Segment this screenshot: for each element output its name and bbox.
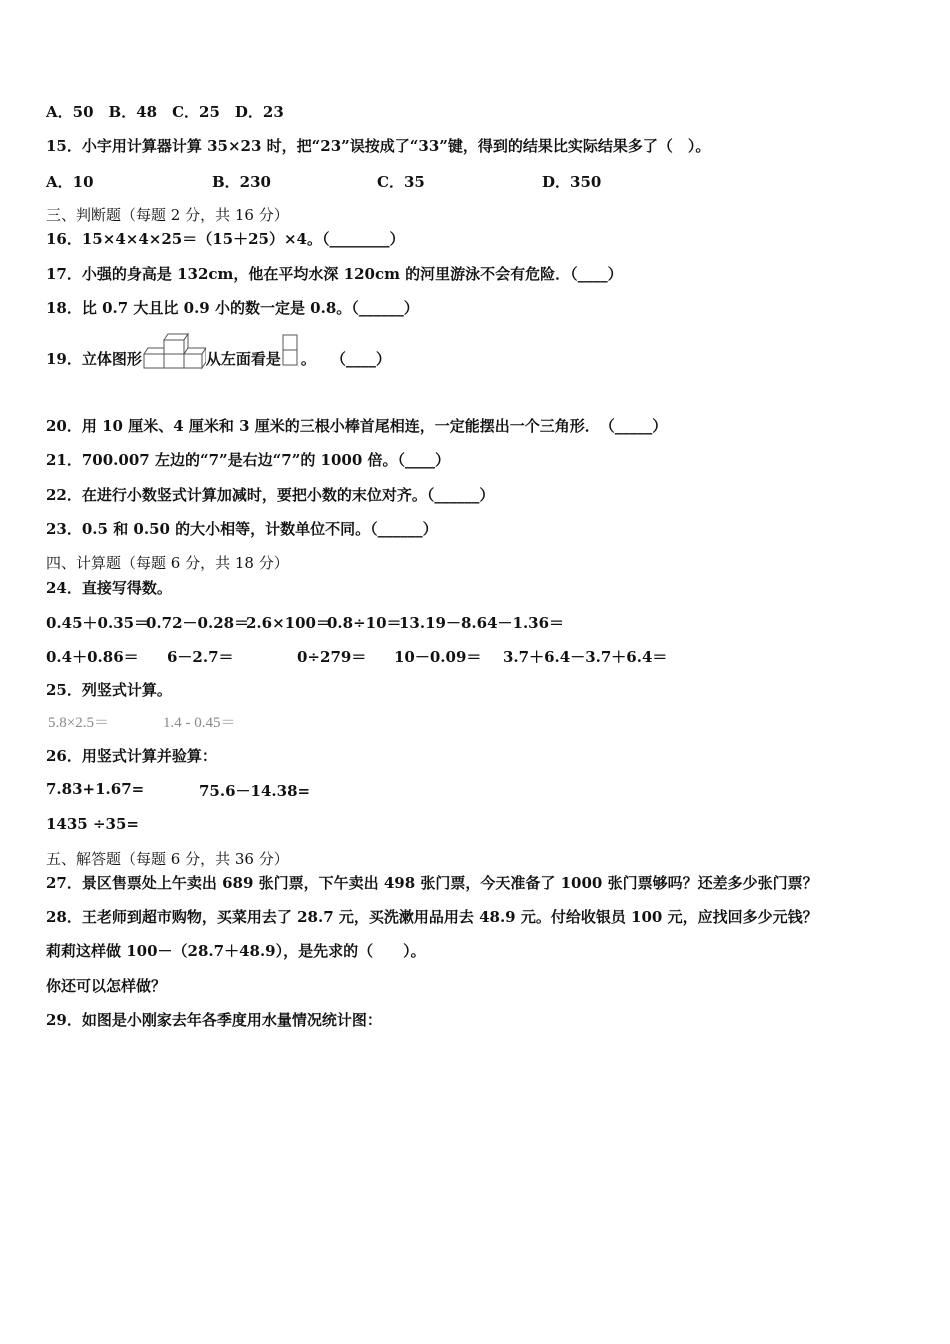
q15-option-d: D．350 bbox=[542, 173, 602, 191]
q24-r2-3: 0÷279＝ bbox=[297, 648, 367, 666]
q24-r1-4: 0.8÷10＝ bbox=[327, 614, 402, 632]
q26-item-3: 1435 ÷35= bbox=[46, 815, 139, 833]
q26-title: 26．用竖式计算并验算： bbox=[46, 747, 217, 765]
q24-r2-4: 10－0.09＝ bbox=[394, 648, 482, 666]
q19-prefix: 19．立体图形 bbox=[46, 350, 142, 368]
q28-stem: 28．王老师到超市购物，买菜用去了 28.7 元，买洗漱用品用去 48.9 元。付给收银员 100 元，应找回多少元钱？ bbox=[46, 908, 818, 926]
q15-option-b: B．230 bbox=[212, 173, 271, 191]
q24-r2-2: 6－2.7＝ bbox=[167, 648, 234, 666]
q28-line2: 莉莉这样做 100－（28.7＋48.9），是先求的（ ）。 bbox=[46, 942, 426, 960]
q23: 23．0.5 和 0.50 的大小相等，计数单位不同。（______） bbox=[46, 520, 438, 538]
q20: 20．用 10 厘米、4 厘米和 3 厘米的三根小棒首尾相连，一定能摆出一个三角形． （_____） bbox=[46, 417, 668, 435]
q24-r1-1: 0.45＋0.35＝ bbox=[46, 614, 150, 632]
q17: 17．小强的身高是 132cm，他在平均水深 120cm 的河里游泳不会有危险．（____） bbox=[46, 265, 623, 283]
q15-stem: 15．小宇用计算器计算 35×23 时，把“23”误按成了“33”键，得到的结果比实际结果多了（ ）。 bbox=[46, 137, 711, 155]
q25-title: 25．列竖式计算。 bbox=[46, 681, 172, 699]
q14-options: A．50 B．48 C．25 D．23 bbox=[46, 103, 284, 121]
q22: 22．在进行小数竖式计算加减时，要把小数的末位对齐。（______） bbox=[46, 486, 495, 504]
q24-r1-5: 13.19－8.64－1.36＝ bbox=[399, 614, 565, 632]
q15-option-c: C．35 bbox=[377, 173, 425, 191]
q21: 21．700.007 左边的“7”是右边“7”的 1000 倍。（____） bbox=[46, 451, 451, 469]
q27: 27．景区售票处上午卖出 689 张门票，下午卖出 498 张门票，今天准备了 1000 张门票够吗？还差多少张门票？ bbox=[46, 874, 818, 892]
left-view-figure bbox=[281, 333, 301, 387]
q24-title: 24．直接写得数。 bbox=[46, 579, 172, 597]
section-5-heading: 五、解答题（每题 6 分，共 36 分） bbox=[46, 850, 289, 868]
q19-suffix: 。 （____） bbox=[300, 350, 391, 368]
q24-r2-1: 0.4＋0.86＝ bbox=[46, 648, 139, 666]
q19 bbox=[46, 328, 391, 374]
q24-r2-5: 3.7＋6.4－3.7＋6.4＝ bbox=[503, 648, 668, 666]
q29: 29．如图是小刚家去年各季度用水量情况统计图： bbox=[46, 1011, 382, 1029]
q25-item-1: 5.8×2.5＝ bbox=[48, 715, 109, 731]
q15-option-a: A．10 bbox=[46, 173, 94, 191]
q26-item-2: 75.6－14.38= bbox=[199, 782, 311, 800]
q16: 16．15×4×4×25＝（15＋25）×4。（________） bbox=[46, 230, 405, 248]
cube-stack-figure bbox=[142, 328, 206, 392]
section-4-heading: 四、计算题（每题 6 分，共 18 分） bbox=[46, 554, 289, 572]
q25-item-2: 1.4 - 0.45＝ bbox=[163, 715, 236, 731]
section-3-heading: 三、判断题（每题 2 分，共 16 分） bbox=[46, 206, 289, 224]
q28-line3: 你还可以怎样做？ bbox=[46, 977, 167, 995]
q18: 18．比 0.7 大且比 0.9 小的数一定是 0.8。（______） bbox=[46, 299, 419, 317]
q26-item-1: 7.83+1.67= bbox=[46, 780, 145, 798]
q24-r1-2: 0.72－0.28＝ bbox=[146, 614, 250, 632]
q19-middle: 从左面看是 bbox=[205, 350, 281, 368]
q24-r1-3: 2.6×100＝ bbox=[246, 614, 331, 632]
